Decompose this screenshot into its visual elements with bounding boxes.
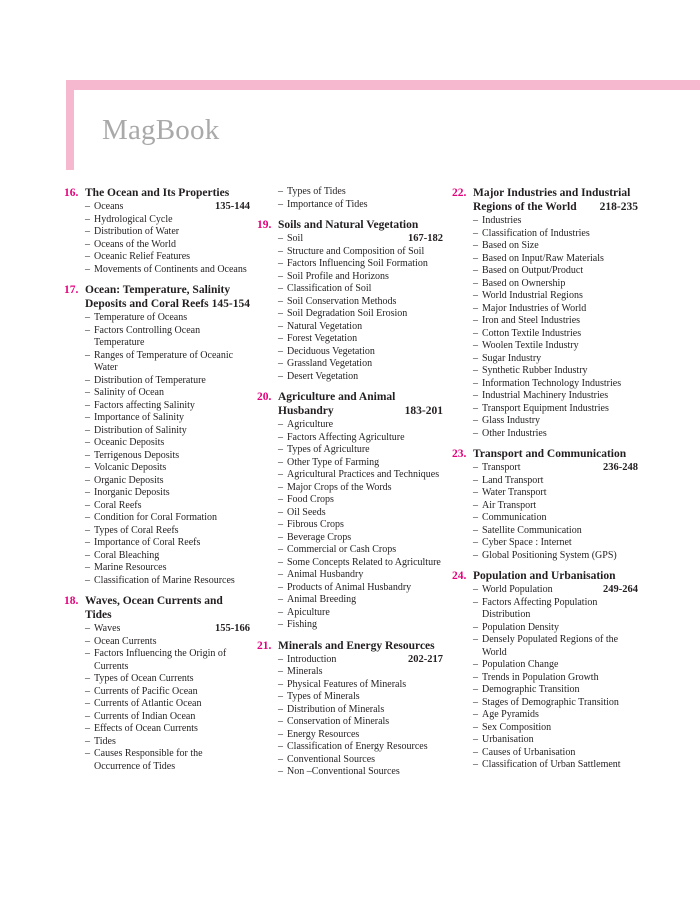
topic-text: Marine Resources: [94, 562, 167, 573]
topic-text: World Industrial Regions: [482, 290, 583, 301]
topic-text: Densely Populated Regions of the World: [482, 634, 619, 658]
topic-item[interactable]: [257, 532, 443, 545]
topic-item[interactable]: [452, 228, 638, 241]
topic-text: Factors Affecting Agriculture: [287, 431, 405, 443]
topic-item[interactable]: [257, 619, 443, 632]
topic-text: Soil: [287, 233, 304, 244]
toc-section: [257, 390, 443, 632]
chapter-number: 19.: [257, 219, 272, 231]
topic-text: Conservation of Minerals: [287, 716, 390, 727]
topic-item[interactable]: [257, 199, 443, 212]
topic-item[interactable]: [452, 365, 638, 378]
topic-item[interactable]: [64, 512, 250, 525]
topic-item[interactable]: [257, 432, 443, 445]
toc-section: [64, 186, 250, 276]
topic-item[interactable]: [257, 666, 443, 679]
topic-text: Importance of Tides: [287, 198, 368, 210]
topic-item[interactable]: [257, 258, 443, 271]
topic-text: Ranges of Temperature of Oceanic Water: [94, 349, 234, 373]
topic-item[interactable]: [64, 387, 250, 400]
topic-text: Communication: [482, 512, 547, 523]
topic-text: Commercial or Cash Crops: [287, 544, 397, 555]
topic-item[interactable]: [452, 550, 638, 563]
topic-item[interactable]: [64, 648, 250, 673]
topic-item[interactable]: [64, 437, 250, 450]
topic-text: Based on Output/Product: [482, 265, 584, 276]
topic-item[interactable]: [257, 607, 443, 620]
topic-item[interactable]: [452, 390, 638, 403]
topic-text: Types of Ocean Currents: [94, 673, 194, 684]
topic-item[interactable]: [452, 584, 638, 597]
topic-text: Woolen Textile Industry: [482, 340, 579, 351]
toc-section: [257, 186, 443, 211]
topic-text: Distribution of Water: [94, 226, 180, 237]
topic-text: World Population: [482, 584, 553, 595]
topic-list: [257, 233, 443, 383]
topic-item[interactable]: [257, 729, 443, 742]
chapter-title: Transport and Communication: [473, 448, 627, 460]
topic-item[interactable]: [257, 296, 443, 309]
topic-text: Organic Deposits: [94, 474, 164, 486]
topic-text: Food Crops: [287, 494, 334, 505]
topic-item[interactable]: [64, 462, 250, 475]
topic-item[interactable]: [257, 557, 443, 570]
chapter-heading[interactable]: [257, 218, 443, 232]
topic-item[interactable]: [64, 350, 250, 375]
topic-item[interactable]: [64, 201, 250, 214]
topic-item[interactable]: [257, 358, 443, 371]
topic-list: [257, 186, 443, 211]
topic-item[interactable]: [257, 741, 443, 754]
topic-text: Water Transport: [482, 487, 547, 498]
topic-text: Types of Tides: [287, 186, 346, 197]
topic-item[interactable]: [452, 537, 638, 550]
chapter-number: 18.: [64, 595, 79, 607]
topic-text: Factors Influencing Soil Formation: [287, 258, 428, 269]
topic-item[interactable]: [257, 457, 443, 470]
chapter-heading[interactable]: [452, 569, 638, 583]
topic-item[interactable]: [257, 754, 443, 767]
topic-item[interactable]: [257, 308, 443, 321]
topic-item[interactable]: [257, 371, 443, 384]
chapter-number: 21.: [257, 639, 272, 652]
topic-text: Forest Vegetation: [287, 333, 358, 344]
topic-text: Industrial Machinery Industries: [482, 390, 609, 401]
topic-text: Movements of Continents and Oceans: [94, 263, 247, 275]
topic-text: Population Density: [482, 621, 559, 633]
topic-item[interactable]: [452, 353, 638, 366]
topic-item[interactable]: [452, 378, 638, 391]
topic-page-range: 202-217: [408, 653, 443, 665]
toc-column-1: [64, 186, 250, 780]
topic-text: Soil Profile and Horizons: [287, 270, 389, 282]
topic-item[interactable]: [257, 419, 443, 432]
topic-item[interactable]: [64, 698, 250, 711]
topic-item[interactable]: [452, 672, 638, 685]
chapter-number: 17.: [64, 284, 79, 296]
topic-item[interactable]: [452, 525, 638, 538]
chapter-number: 22.: [452, 187, 467, 199]
topic-item[interactable]: [452, 512, 638, 525]
topic-text: Major Crops of the Words: [287, 481, 392, 493]
topic-item[interactable]: [257, 582, 443, 595]
topic-text: Oceanic Deposits: [94, 437, 165, 448]
topic-item[interactable]: [452, 487, 638, 500]
chapter-heading[interactable]: [452, 447, 638, 461]
toc-section: [64, 283, 250, 587]
topic-text: Oil Seeds: [287, 506, 326, 518]
topic-text: Soil Conservation Methods: [287, 295, 397, 307]
topic-text: Air Transport: [482, 499, 537, 511]
topic-item[interactable]: [452, 500, 638, 513]
topic-text: Classification of Marine Resources: [94, 574, 235, 586]
topic-item[interactable]: [257, 321, 443, 334]
topic-item[interactable]: [64, 412, 250, 425]
topic-item[interactable]: [452, 697, 638, 710]
topic-text: Causes of Urbanisation: [482, 746, 576, 758]
topic-page-range: 135-144: [215, 201, 250, 212]
topic-item[interactable]: [64, 475, 250, 488]
topic-item[interactable]: [64, 562, 250, 575]
topic-text: Products of Animal Husbandry: [287, 581, 412, 593]
topic-text: Coral Bleaching: [94, 549, 160, 561]
topic-text: Fibrous Crops: [287, 519, 344, 530]
topic-text: Trends in Population Growth: [482, 671, 599, 683]
topic-text: Factors Influencing the Origin of Currents: [94, 648, 227, 672]
topic-item[interactable]: [64, 723, 250, 736]
topic-item[interactable]: [257, 186, 443, 199]
topic-text: Types of Minerals: [287, 691, 360, 702]
topic-text: Ocean Currents: [94, 635, 157, 647]
topic-text: Information Technology Industries: [482, 377, 622, 389]
topic-item[interactable]: [452, 475, 638, 488]
toc-section: [257, 639, 443, 779]
topic-item[interactable]: [452, 428, 638, 441]
topic-item[interactable]: [64, 525, 250, 538]
topic-text: Other Industries: [482, 427, 547, 439]
topic-text: Based on Ownership: [482, 277, 566, 289]
topic-item[interactable]: [64, 686, 250, 699]
topic-item[interactable]: [452, 462, 638, 475]
toc-section: [452, 447, 638, 562]
topic-list: [452, 584, 638, 772]
topic-text: Factors affecting Salinity: [94, 399, 195, 411]
topic-text: Factors Controlling Ocean Temperature: [94, 324, 201, 348]
topic-item[interactable]: [452, 622, 638, 635]
topic-text: Conventional Sources: [287, 753, 376, 765]
topic-item[interactable]: [64, 623, 250, 636]
topic-list: [64, 623, 250, 773]
topic-text: Terrigenous Deposits: [94, 449, 180, 461]
topic-text: Cotton Textile Industries: [482, 327, 582, 339]
topic-item[interactable]: [257, 469, 443, 482]
topic-item[interactable]: [257, 494, 443, 507]
chapter-title: Waves, Ocean Currents and Tides: [85, 595, 223, 621]
topic-item[interactable]: [64, 239, 250, 252]
topic-item[interactable]: [257, 246, 443, 259]
topic-text: Some Concepts Related to Agriculture: [287, 556, 441, 568]
chapter-page-range: 218-235: [599, 201, 638, 213]
topic-item[interactable]: [452, 278, 638, 291]
chapter-heading[interactable]: [452, 186, 638, 214]
topic-item[interactable]: [64, 425, 250, 438]
topic-item[interactable]: [64, 736, 250, 749]
topic-item[interactable]: [64, 375, 250, 388]
header-side-accent: [66, 80, 74, 170]
topic-item[interactable]: [64, 748, 250, 773]
topic-item[interactable]: [452, 709, 638, 722]
topic-item[interactable]: [452, 253, 638, 266]
chapter-title: Major Industries and Industrial Regions of the World: [473, 187, 631, 213]
topic-item[interactable]: [257, 346, 443, 359]
topic-item[interactable]: [64, 537, 250, 550]
topic-text: Distribution of Minerals: [287, 703, 385, 715]
topic-item[interactable]: [452, 759, 638, 772]
topic-item[interactable]: [257, 233, 443, 246]
topic-text: Introduction: [287, 653, 337, 665]
topic-text: Population Change: [482, 659, 559, 670]
topic-item[interactable]: [257, 704, 443, 717]
topic-text: Energy Resources: [287, 728, 360, 740]
topic-text: Condition for Coral Formation: [94, 512, 218, 523]
topic-text: Cyber Space : Internet: [482, 537, 572, 548]
topic-item[interactable]: [64, 575, 250, 588]
topic-item[interactable]: [257, 569, 443, 582]
topic-text: Distribution of Salinity: [94, 424, 187, 436]
topic-text: Synthetic Rubber Industry: [482, 365, 588, 376]
topic-item[interactable]: [452, 415, 638, 428]
topic-item[interactable]: [64, 500, 250, 513]
chapter-number: 23.: [452, 448, 467, 460]
topic-item[interactable]: [452, 403, 638, 416]
topic-item[interactable]: [64, 450, 250, 463]
topic-item[interactable]: [64, 325, 250, 350]
topic-text: Transport Equipment Industries: [482, 402, 609, 414]
topic-item[interactable]: [257, 271, 443, 284]
topic-item[interactable]: [452, 634, 638, 659]
chapter-heading[interactable]: [257, 639, 443, 653]
topic-text: Currents of Atlantic Ocean: [94, 698, 202, 709]
topic-text: Physical Features of Minerals: [287, 678, 407, 690]
topic-list: [452, 215, 638, 440]
topic-text: Stages of Demographic Transition: [482, 696, 619, 708]
topic-text: Urbanisation: [482, 734, 534, 745]
topic-text: Factors Affecting Population Distribution: [482, 596, 598, 620]
topic-text: Apiculture: [287, 606, 330, 618]
topic-text: Types of Coral Reefs: [94, 524, 179, 536]
topic-item[interactable]: [257, 679, 443, 692]
topic-item[interactable]: [257, 333, 443, 346]
topic-item[interactable]: [452, 684, 638, 697]
topic-text: Natural Vegetation: [287, 320, 363, 332]
topic-text: Classification of Energy Resources: [287, 741, 428, 752]
topic-item[interactable]: [452, 303, 638, 316]
topic-text: Coral Reefs: [94, 499, 142, 511]
topic-text: Demographic Transition: [482, 684, 580, 695]
topic-list: [257, 654, 443, 779]
toc-column-2: [257, 186, 443, 786]
topic-item[interactable]: [452, 215, 638, 228]
topic-item[interactable]: [257, 594, 443, 607]
topic-item[interactable]: [257, 482, 443, 495]
toc-section: [452, 569, 638, 772]
topic-text: Grassland Vegetation: [287, 358, 373, 369]
topic-item[interactable]: [452, 315, 638, 328]
topic-item[interactable]: [257, 691, 443, 704]
topic-text: Agricultural Practices and Techniques: [287, 469, 440, 480]
topic-page-range: 249-264: [603, 584, 638, 595]
topic-item[interactable]: [257, 716, 443, 729]
topic-list: [64, 201, 250, 276]
chapter-heading[interactable]: [64, 186, 250, 200]
topic-text: Non –Conventional Sources: [287, 766, 400, 777]
toc-column-3: [452, 186, 638, 779]
topic-item[interactable]: [257, 654, 443, 667]
topic-item[interactable]: [257, 544, 443, 557]
topic-text: Soil Degradation Soil Erosion: [287, 308, 408, 319]
topic-item[interactable]: [64, 214, 250, 227]
topic-text: Oceanic Relief Features: [94, 251, 191, 262]
topic-text: Volcanic Deposits: [94, 462, 167, 473]
topic-text: Waves: [94, 623, 121, 634]
topic-text: Importance of Salinity: [94, 412, 184, 423]
chapter-title: Soils and Natural Vegetation: [278, 219, 419, 231]
chapter-heading[interactable]: [64, 283, 250, 311]
topic-text: Structure and Composition of Soil: [287, 245, 425, 257]
chapter-number: 16.: [64, 187, 79, 199]
topic-item[interactable]: [257, 507, 443, 520]
topic-item[interactable]: [452, 747, 638, 760]
topic-item[interactable]: [64, 251, 250, 264]
topic-text: Global Positioning System (GPS): [482, 549, 617, 561]
topic-item[interactable]: [64, 400, 250, 413]
topic-item[interactable]: [64, 487, 250, 500]
topic-text: Currents of Indian Ocean: [94, 710, 196, 722]
topic-list: [64, 312, 250, 587]
topic-text: Temperature of Oceans: [94, 312, 188, 323]
toc-section: [64, 594, 250, 773]
topic-item[interactable]: [452, 328, 638, 341]
topic-item[interactable]: [452, 734, 638, 747]
topic-text: Animal Husbandry: [287, 569, 364, 580]
topic-list: [257, 419, 443, 632]
topic-text: Industries: [482, 215, 522, 226]
toc-section: [452, 186, 638, 440]
topic-text: Animal Breeding: [287, 594, 357, 605]
chapter-title: Population and Urbanisation: [473, 570, 616, 582]
topic-list: [452, 462, 638, 562]
topic-text: Types of Agriculture: [287, 444, 370, 455]
topic-text: Beverage Crops: [287, 531, 352, 543]
topic-item[interactable]: [257, 283, 443, 296]
topic-text: Classification of Soil: [287, 283, 372, 294]
topic-item[interactable]: [452, 597, 638, 622]
topic-text: Based on Size: [482, 240, 539, 251]
topic-text: Agriculture: [287, 419, 334, 430]
topic-item[interactable]: [257, 519, 443, 532]
topic-text: Classification of Industries: [482, 227, 590, 239]
topic-text: Transport: [482, 462, 521, 473]
topic-text: Currents of Pacific Ocean: [94, 685, 198, 697]
topic-item[interactable]: [64, 550, 250, 563]
topic-item[interactable]: [452, 290, 638, 303]
topic-text: Glass Industry: [482, 415, 541, 426]
topic-text: Sex Composition: [482, 721, 552, 733]
topic-text: Hydrological Cycle: [94, 213, 173, 225]
topic-item[interactable]: [64, 264, 250, 277]
header-accent-bar: [66, 80, 700, 90]
topic-item[interactable]: [452, 265, 638, 278]
topic-item[interactable]: [64, 636, 250, 649]
chapter-page-range: 145-154: [211, 298, 250, 310]
chapter-title: Ocean: Temperature, Salinity Deposits and Coral Reefs: [85, 284, 231, 310]
topic-item[interactable]: [64, 711, 250, 724]
toc-section: [257, 218, 443, 383]
chapter-title: Minerals and Energy Resources: [278, 639, 435, 652]
topic-text: Oceans of the World: [94, 238, 177, 250]
topic-text: Fishing: [287, 619, 318, 630]
topic-page-range: 167-182: [408, 233, 443, 244]
topic-text: Tides: [94, 735, 116, 747]
topic-item[interactable]: [257, 444, 443, 457]
topic-text: Effects of Ocean Currents: [94, 723, 198, 734]
topic-text: Salinity of Ocean: [94, 387, 164, 398]
topic-item[interactable]: [452, 240, 638, 253]
chapter-title: The Ocean and Its Properties: [85, 187, 230, 199]
topic-text: Major Industries of World: [482, 302, 587, 314]
topic-text: Causes Responsible for the Occurrence of Tides: [94, 748, 203, 772]
topic-text: Land Transport: [482, 474, 544, 486]
topic-item[interactable]: [64, 673, 250, 686]
topic-text: Age Pyramids: [482, 709, 539, 720]
brand-title: MagBook: [102, 114, 220, 146]
topic-item[interactable]: [452, 722, 638, 735]
topic-item[interactable]: [452, 340, 638, 353]
topic-item[interactable]: [452, 659, 638, 672]
chapter-heading[interactable]: [257, 390, 443, 418]
topic-text: Classification of Urban Sattlement: [482, 759, 621, 770]
chapter-page-range: 183-201: [404, 405, 443, 417]
topic-page-range: 236-248: [603, 462, 638, 473]
topic-text: Desert Vegetation: [287, 370, 359, 382]
chapter-title: Agriculture and Animal Husbandry: [278, 391, 396, 417]
chapter-number: 20.: [257, 391, 272, 403]
chapter-heading[interactable]: [64, 594, 250, 622]
topic-item[interactable]: [257, 766, 443, 779]
topic-text: Distribution of Temperature: [94, 374, 206, 386]
topic-text: Other Type of Farming: [287, 456, 380, 468]
topic-text: Importance of Coral Reefs: [94, 537, 201, 548]
topic-page-range: 155-166: [215, 623, 250, 634]
topic-text: Inorganic Deposits: [94, 487, 170, 498]
topic-text: Deciduous Vegetation: [287, 345, 375, 357]
topic-text: Sugar Industry: [482, 352, 542, 364]
topic-item[interactable]: [64, 312, 250, 325]
topic-text: Satellite Communication: [482, 524, 582, 536]
topic-text: Oceans: [94, 201, 124, 212]
chapter-number: 24.: [452, 570, 467, 582]
topic-item[interactable]: [64, 226, 250, 239]
topic-text: Iron and Steel Industries: [482, 315, 581, 326]
topic-text: Minerals: [287, 666, 323, 677]
topic-text: Based on Input/Raw Materials: [482, 252, 604, 264]
